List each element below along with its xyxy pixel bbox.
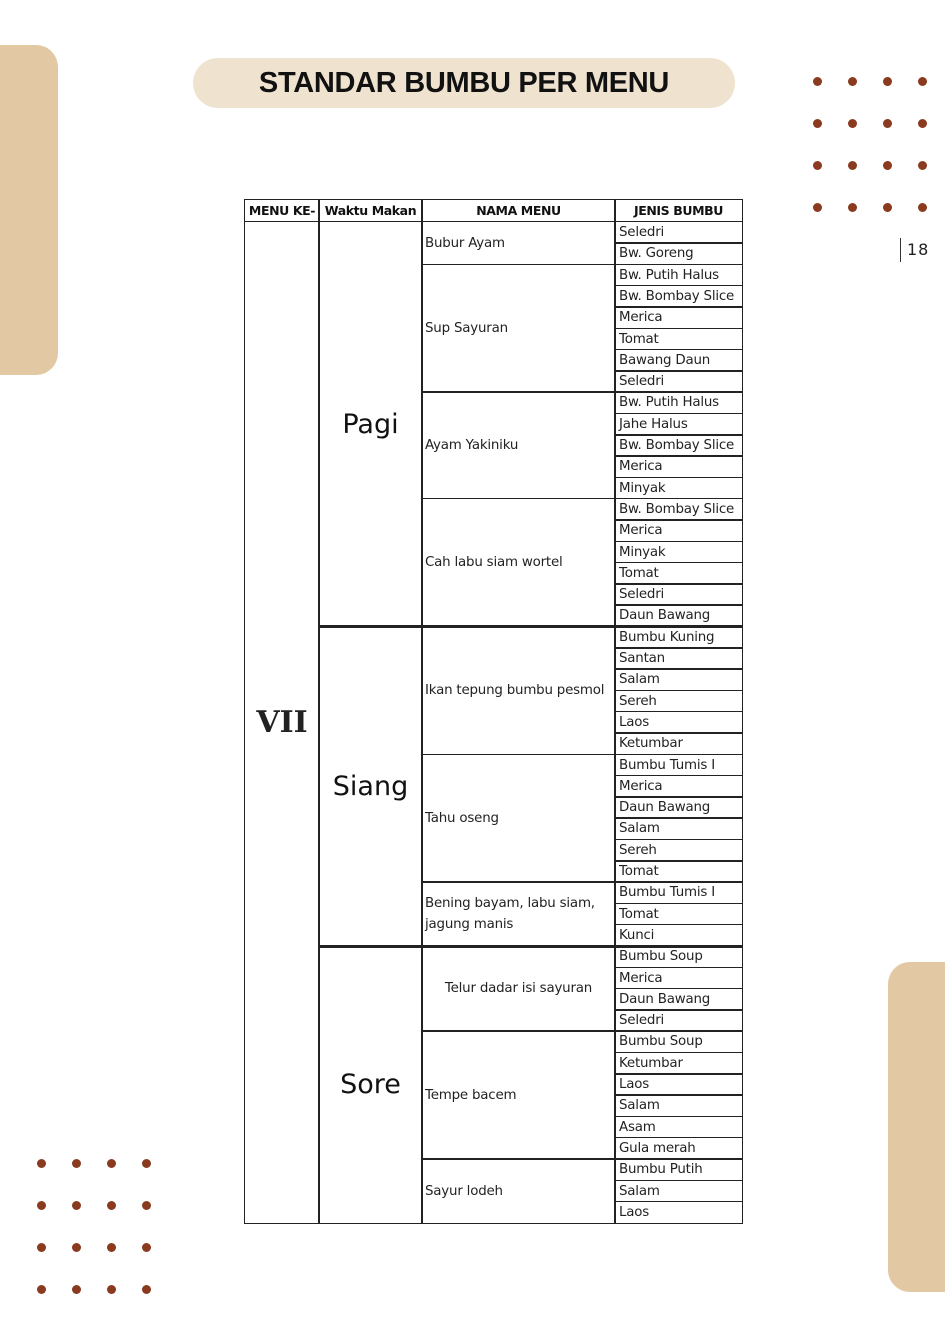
decorative-panel-right [888,962,945,1292]
decorative-dot [94,1142,129,1184]
bumbu-cell: Salam [619,821,660,837]
bumbu-cell: Santan [619,651,665,666]
dot-pattern-top-right [800,60,940,228]
bumbu-cell: Seledri [619,374,665,390]
header-jenis-bumbu: JENIS BUMBU [615,200,742,222]
bumbu-cell: Jahe Halus [619,416,688,432]
bumbu-cell: Asam [619,1119,656,1135]
bumbu-cell: Daun Bawang [619,608,711,624]
bumbu-cell: Salam [619,1183,660,1199]
bumbu-cell: Laos [619,1204,650,1220]
decorative-dot [800,60,835,102]
decorative-dot [94,1184,129,1226]
bumbu-cell: Laos [619,714,650,730]
bumbu-cell: Bawang Daun [619,352,711,368]
menu-name: Tahu oseng [425,810,499,826]
menu-name-cell [422,1159,615,1223]
decorative-panel-left [0,45,58,375]
seasoning-table [244,199,743,1224]
decorative-dot [24,1184,59,1226]
page-number: 18 [900,238,929,262]
bumbu-cell: Sereh [619,842,657,858]
menu-name-cell [422,1031,615,1159]
menu-name-cell [422,882,615,946]
decorative-dot [24,1226,59,1268]
bumbu-cell: Tomat [619,331,659,347]
bumbu-cell: Daun Bawang [619,991,711,1007]
bumbu-cell: Bw. Bombay Slice [619,438,735,453]
bumbu-cell: Salam [619,672,660,688]
bumbu-cell: Gula merah [619,1140,696,1156]
bumbu-cell: Bumbu Putih [619,1162,703,1178]
menu-name: Sayur lodeh [425,1183,503,1199]
bumbu-cell: Seledri [619,1013,665,1029]
bumbu-cell: Bumbu Tumis I [619,757,715,773]
menu-name-cell [422,222,615,265]
decorative-dot [24,1142,59,1184]
bumbu-cell: Seledri [619,587,665,603]
bumbu-cell: Daun Bawang [619,800,711,816]
header-waktu-makan: Waktu Makan [319,200,422,222]
bumbu-cell: Laos [619,1077,650,1092]
decorative-dot [870,102,905,144]
menu-name: Telur dadar isi sayuran [444,981,593,997]
decorative-dot [94,1226,129,1268]
waktu-makan-cell: Siang [332,770,409,802]
decorative-dot [905,144,940,186]
bumbu-cell: Seledri [619,225,665,240]
bumbu-cell: Ketumbar [619,1055,683,1071]
title-banner [193,58,735,108]
menu-number: VII [256,705,308,740]
decorative-dot [905,186,940,228]
menu-name: Bubur Ayam [425,235,505,251]
decorative-dot [59,1226,94,1268]
decorative-dot [94,1268,129,1310]
decorative-dot [129,1184,164,1226]
bumbu-cell: Minyak [619,544,666,560]
decorative-dot [129,1268,164,1310]
decorative-dot [24,1268,59,1310]
bumbu-cell: Tomat [619,864,659,879]
decorative-dot [835,60,870,102]
decorative-dot [59,1268,94,1310]
decorative-dot [905,102,940,144]
bumbu-cell: Bw. Putih Halus [619,395,719,411]
bumbu-cell: Sereh [619,693,657,709]
menu-name: Tempe bacem [425,1087,517,1103]
bumbu-cell: Minyak [619,480,666,496]
bumbu-cell: Merica [619,778,663,794]
header-nama-menu: NAMA MENU [422,200,615,222]
menu-name: Ayam Yakiniku [425,438,519,454]
bumbu-cell: Merica [619,523,663,539]
bumbu-cell: Bumbu Soup [619,949,703,965]
bumbu-cell: Merica [619,459,663,475]
bumbu-cell: Bumbu Kuning [619,629,715,645]
bumbu-cell: Bw. Bombay Slice [619,288,735,304]
decorative-dot [800,144,835,186]
bumbu-cell: Kunci [619,927,655,943]
bumbu-cell: Bw. Bombay Slice [619,501,735,517]
bumbu-cell: Bw. Putih Halus [619,267,719,283]
decorative-dot [835,186,870,228]
decorative-dot [870,186,905,228]
header-menu-ke: MENU KE- [245,200,319,222]
menu-name-cell [422,499,615,627]
menu-name-cell [422,392,615,499]
menu-name: Bening bayam, labu siam, jagung manis [425,896,595,933]
menu-name: Cah labu siam wortel [425,555,563,571]
menu-name-cell [422,627,615,755]
bumbu-cell: Merica [619,970,663,986]
waktu-makan-cell: Sore [340,1069,401,1101]
menu-name: Ikan tepung bumbu pesmol [425,683,605,699]
decorative-dot [129,1226,164,1268]
bumbu-cell: Bw. Goreng [619,246,694,262]
menu-name-cell [422,755,615,883]
dot-pattern-bottom-left [24,1142,164,1310]
decorative-dot [870,144,905,186]
bumbu-cell: Bumbu Soup [619,1034,703,1050]
decorative-dot [59,1142,94,1184]
decorative-dot [59,1184,94,1226]
page-title: STANDAR BUMBU PER MENU [258,66,670,99]
decorative-dot [835,144,870,186]
bumbu-cell: Tomat [619,565,659,581]
menu-name: Sup Sayuran [425,320,508,336]
decorative-dot [905,60,940,102]
bumbu-cell: Merica [619,310,663,326]
waktu-makan-cell: Pagi [342,408,399,440]
decorative-dot [835,102,870,144]
decorative-dot [800,102,835,144]
decorative-dot [800,186,835,228]
bumbu-cell: Ketumbar [619,736,683,752]
decorative-dot [870,60,905,102]
bumbu-cell: Tomat [619,906,659,922]
menu-name-cell [422,946,615,1031]
bumbu-cell: Salam [619,1098,660,1114]
menu-name-cell [422,265,615,393]
bumbu-cell: Bumbu Tumis I [619,885,715,901]
decorative-dot [129,1142,164,1184]
